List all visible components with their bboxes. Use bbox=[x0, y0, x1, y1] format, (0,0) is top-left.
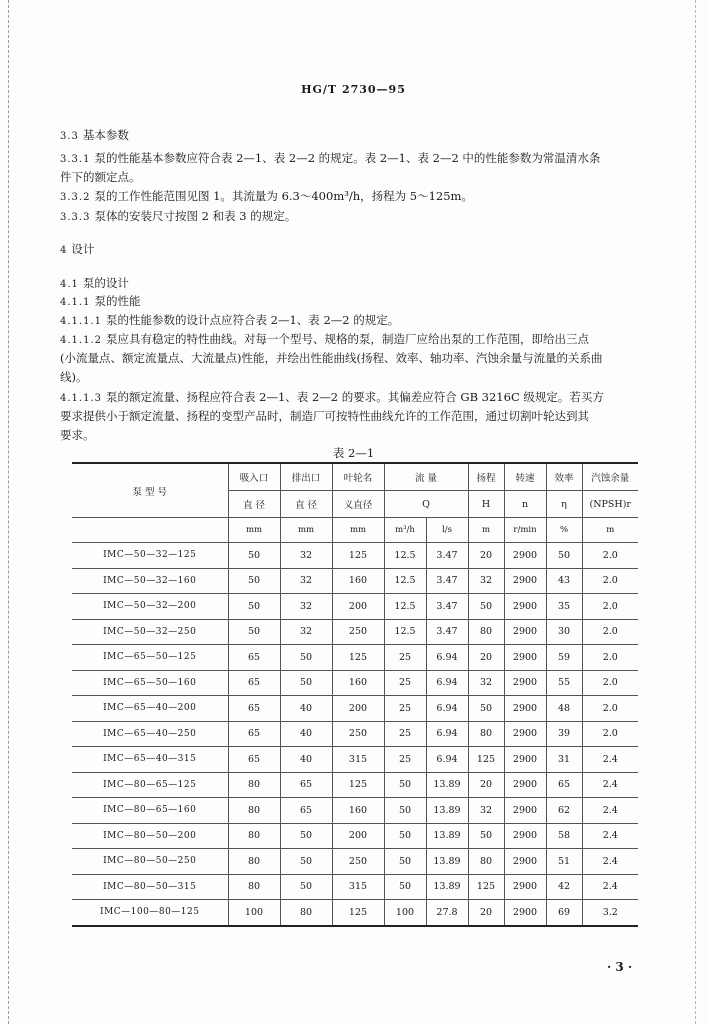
table-cell: 32 bbox=[280, 543, 332, 569]
table-cell: 50 bbox=[384, 798, 426, 824]
table-cell: 125 bbox=[332, 900, 384, 926]
table-row bbox=[72, 823, 638, 849]
table-cell: 32 bbox=[468, 568, 504, 594]
para-3-3-3: 3.3.3 泵体的安装尺寸按图 2 和表 3 的规定。 bbox=[60, 209, 297, 223]
table-cell: 2900 bbox=[504, 670, 546, 696]
table-caption: 表 2—1 bbox=[332, 446, 375, 460]
table-cell: 160 bbox=[332, 798, 384, 824]
table-cell: 125 bbox=[332, 645, 384, 671]
table-cell: 12.5 bbox=[384, 619, 426, 645]
pump-model-cell: IMC—65—40—200 bbox=[72, 696, 228, 722]
table-cell: 50 bbox=[546, 543, 582, 569]
pump-model-cell: IMC—80—65—160 bbox=[72, 798, 228, 824]
table-cell: 40 bbox=[280, 747, 332, 773]
header-row-1 bbox=[72, 463, 638, 491]
pump-spec-table bbox=[72, 462, 638, 927]
table-cell: 160 bbox=[332, 568, 384, 594]
table-cell: 80 bbox=[468, 721, 504, 747]
table-cell: 250 bbox=[332, 721, 384, 747]
pump-model-cell: IMC—50—32—125 bbox=[72, 543, 228, 569]
pump-model-cell: IMC—80—50—200 bbox=[72, 823, 228, 849]
table-cell: 65 bbox=[228, 645, 280, 671]
table-cell: 6.94 bbox=[426, 670, 468, 696]
table-cell: 250 bbox=[332, 619, 384, 645]
table-cell: 40 bbox=[280, 696, 332, 722]
table-cell: 80 bbox=[228, 798, 280, 824]
table-row bbox=[72, 696, 638, 722]
pump-model-cell: IMC—100—80—125 bbox=[72, 900, 228, 926]
table-cell: 20 bbox=[468, 645, 504, 671]
table-cell: 125 bbox=[332, 772, 384, 798]
table-cell: 32 bbox=[468, 670, 504, 696]
units-row bbox=[72, 518, 638, 543]
table-row bbox=[72, 543, 638, 569]
table-cell: 2.0 bbox=[582, 594, 638, 620]
table-cell: 100 bbox=[228, 900, 280, 926]
table-cell: 2.0 bbox=[582, 670, 638, 696]
para-3-3-1-cont: 件下的额定点。 bbox=[60, 170, 141, 184]
table-cell: 50 bbox=[280, 670, 332, 696]
table-row bbox=[72, 645, 638, 671]
pump-model-cell: IMC—65—50—125 bbox=[72, 645, 228, 671]
para-4-1-1-3: 4.1.1.3 泵的额定流量、扬程应符合表 2—1、表 2—2 的要求。其偏差应符合 GB 3216C 级规定。若买方 bbox=[60, 390, 604, 404]
para-4-1-1-2-cont2: 线)。 bbox=[60, 370, 88, 384]
table-cell: 2900 bbox=[504, 747, 546, 773]
para-4-1-1-2-cont1: (小流量点、额定流量点、大流量点)性能，并绘出性能曲线(扬程、效率、轴功率、汽蚀余量与流量的关系曲 bbox=[60, 351, 603, 365]
table-cell: 42 bbox=[546, 874, 582, 900]
table-cell: 65 bbox=[280, 798, 332, 824]
table-cell: 2.4 bbox=[582, 772, 638, 798]
table-cell: 2900 bbox=[504, 543, 546, 569]
table-cell: 27.8 bbox=[426, 900, 468, 926]
pump-model-cell: IMC—50—32—200 bbox=[72, 594, 228, 620]
table-cell: 2900 bbox=[504, 645, 546, 671]
page-number: · 3 · bbox=[607, 960, 633, 974]
table-cell: 25 bbox=[384, 696, 426, 722]
eff-header-1: 效率 bbox=[546, 463, 582, 491]
outlet-header-1: 排出口 bbox=[280, 463, 332, 491]
pump-model-cell: IMC—50—32—250 bbox=[72, 619, 228, 645]
pump-model-cell: IMC—80—50—250 bbox=[72, 849, 228, 875]
table-cell: 80 bbox=[468, 619, 504, 645]
impeller-header-2: 义直径 bbox=[332, 491, 384, 518]
table-cell: 51 bbox=[546, 849, 582, 875]
table-cell: 2.0 bbox=[582, 645, 638, 671]
table-cell: 200 bbox=[332, 823, 384, 849]
table-cell: 3.2 bbox=[582, 900, 638, 926]
unit-cell: l/s bbox=[426, 518, 468, 543]
table-cell: 48 bbox=[546, 696, 582, 722]
table-cell: 2900 bbox=[504, 696, 546, 722]
table-cell: 2900 bbox=[504, 721, 546, 747]
head-header-1: 扬程 bbox=[468, 463, 504, 491]
outlet-header-2: 直 径 bbox=[280, 491, 332, 518]
table-cell: 32 bbox=[280, 568, 332, 594]
table-cell: 59 bbox=[546, 645, 582, 671]
table-cell: 50 bbox=[280, 849, 332, 875]
table-cell: 2900 bbox=[504, 594, 546, 620]
unit-cell: mm bbox=[332, 518, 384, 543]
pump-model-cell: IMC—65—50—160 bbox=[72, 670, 228, 696]
table-cell: 50 bbox=[228, 568, 280, 594]
table-cell: 69 bbox=[546, 900, 582, 926]
table-cell: 58 bbox=[546, 823, 582, 849]
table-cell: 25 bbox=[384, 645, 426, 671]
table-cell: 50 bbox=[384, 772, 426, 798]
table-cell: 80 bbox=[280, 900, 332, 926]
table-cell: 32 bbox=[280, 619, 332, 645]
table-cell: 50 bbox=[228, 594, 280, 620]
table-cell: 2.0 bbox=[582, 696, 638, 722]
unit-cell: mm bbox=[280, 518, 332, 543]
table-cell: 3.47 bbox=[426, 619, 468, 645]
table-cell: 80 bbox=[228, 849, 280, 875]
table-cell: 2.0 bbox=[582, 619, 638, 645]
table-row bbox=[72, 772, 638, 798]
table-cell: 50 bbox=[468, 594, 504, 620]
table-cell: 3.47 bbox=[426, 568, 468, 594]
table-cell: 20 bbox=[468, 772, 504, 798]
table-cell: 80 bbox=[228, 823, 280, 849]
table-row bbox=[72, 849, 638, 875]
table-cell: 50 bbox=[280, 874, 332, 900]
unit-cell: m bbox=[468, 518, 504, 543]
para-4-1-1-2: 4.1.1.2 泵应具有稳定的特性曲线。对每一个型号、规格的泵，制造厂应给出泵的工作范围，即给出三点 bbox=[60, 332, 589, 346]
table-cell: 50 bbox=[228, 619, 280, 645]
table-cell: 32 bbox=[468, 798, 504, 824]
table-cell: 43 bbox=[546, 568, 582, 594]
table-cell: 2.4 bbox=[582, 798, 638, 824]
flow-header-1: 流 量 bbox=[384, 463, 468, 491]
table-cell: 50 bbox=[280, 645, 332, 671]
table-body bbox=[72, 543, 638, 926]
table-row bbox=[72, 747, 638, 773]
table-row bbox=[72, 568, 638, 594]
table-cell: 100 bbox=[384, 900, 426, 926]
table-cell: 2.0 bbox=[582, 568, 638, 594]
table-cell: 125 bbox=[468, 747, 504, 773]
para-4-1-1-3-cont2: 要求。 bbox=[60, 428, 95, 442]
page-header: HG/T 2730—95 bbox=[301, 83, 406, 96]
table-cell: 50 bbox=[384, 849, 426, 875]
table-cell: 6.94 bbox=[426, 645, 468, 671]
section-4-1-1: 4.1.1 泵的性能 bbox=[60, 294, 141, 308]
table-cell: 2.4 bbox=[582, 849, 638, 875]
table-cell: 2900 bbox=[504, 823, 546, 849]
inlet-header-1: 吸入口 bbox=[228, 463, 280, 491]
para-3-3-2: 3.3.2 泵的工作性能范围见图 1。其流量为 6.3～400m³/h，扬程为 5～125m。 bbox=[60, 189, 473, 203]
table-cell: 3.47 bbox=[426, 543, 468, 569]
unit-cell: mm bbox=[228, 518, 280, 543]
table-cell: 12.5 bbox=[384, 543, 426, 569]
table-cell: 50 bbox=[468, 696, 504, 722]
table-cell: 50 bbox=[384, 823, 426, 849]
table-cell: 2900 bbox=[504, 772, 546, 798]
table-cell: 2.4 bbox=[582, 747, 638, 773]
table-cell: 2900 bbox=[504, 798, 546, 824]
table-cell: 30 bbox=[546, 619, 582, 645]
pump-model-cell: IMC—50—32—160 bbox=[72, 568, 228, 594]
table-cell: 125 bbox=[468, 874, 504, 900]
table-cell: 65 bbox=[280, 772, 332, 798]
table-cell: 20 bbox=[468, 543, 504, 569]
table-cell: 50 bbox=[468, 823, 504, 849]
table-cell: 12.5 bbox=[384, 594, 426, 620]
table-cell: 13.89 bbox=[426, 823, 468, 849]
para-4-1-1-3-cont1: 要求提供小于额定流量、扬程的变型产品时，制造厂可按特性曲线允许的工作范围，通过切割叶轮达到其 bbox=[60, 409, 589, 423]
units-spacer bbox=[72, 518, 228, 543]
table-cell: 25 bbox=[384, 670, 426, 696]
table-cell: 2.4 bbox=[582, 874, 638, 900]
flow-header-2: Q bbox=[384, 491, 468, 518]
table-cell: 315 bbox=[332, 874, 384, 900]
pump-model-cell: IMC—65—40—315 bbox=[72, 747, 228, 773]
table-cell: 160 bbox=[332, 670, 384, 696]
table-cell: 13.89 bbox=[426, 798, 468, 824]
table-cell: 55 bbox=[546, 670, 582, 696]
table-cell: 6.94 bbox=[426, 696, 468, 722]
table-cell: 40 bbox=[280, 721, 332, 747]
para-3-3-1: 3.3.1 泵的性能基本参数应符合表 2—1、表 2—2 的规定。表 2—1、表 2—2 中的性能参数为常温清水条 bbox=[60, 151, 601, 165]
table-cell: 31 bbox=[546, 747, 582, 773]
eff-header-2: η bbox=[546, 491, 582, 518]
table-cell: 6.94 bbox=[426, 747, 468, 773]
table-cell: 65 bbox=[228, 696, 280, 722]
table-cell: 3.47 bbox=[426, 594, 468, 620]
pump-model-cell: IMC—80—50—315 bbox=[72, 874, 228, 900]
npsh-header-2: (NPSH)r bbox=[582, 491, 638, 518]
speed-header-2: n bbox=[504, 491, 546, 518]
head-header-2: H bbox=[468, 491, 504, 518]
table-cell: 65 bbox=[546, 772, 582, 798]
scan-edge-left bbox=[8, 0, 9, 1024]
table-cell: 200 bbox=[332, 696, 384, 722]
table-cell: 2900 bbox=[504, 568, 546, 594]
unit-cell: % bbox=[546, 518, 582, 543]
unit-cell: r/min bbox=[504, 518, 546, 543]
table-cell: 125 bbox=[332, 543, 384, 569]
inlet-header-2: 直 径 bbox=[228, 491, 280, 518]
table-cell: 13.89 bbox=[426, 849, 468, 875]
table-cell: 50 bbox=[228, 543, 280, 569]
speed-header-1: 转速 bbox=[504, 463, 546, 491]
table-cell: 62 bbox=[546, 798, 582, 824]
pump-model-cell: IMC—65—40—250 bbox=[72, 721, 228, 747]
table-row bbox=[72, 874, 638, 900]
table-row bbox=[72, 900, 638, 926]
table-cell: 50 bbox=[280, 823, 332, 849]
table-cell: 80 bbox=[468, 849, 504, 875]
table-cell: 12.5 bbox=[384, 568, 426, 594]
table-cell: 6.94 bbox=[426, 721, 468, 747]
table-cell: 315 bbox=[332, 747, 384, 773]
table-cell: 2900 bbox=[504, 619, 546, 645]
table-cell: 65 bbox=[228, 721, 280, 747]
table-cell: 2900 bbox=[504, 900, 546, 926]
table-cell: 65 bbox=[228, 747, 280, 773]
table-cell: 2900 bbox=[504, 874, 546, 900]
table-cell: 25 bbox=[384, 721, 426, 747]
table-cell: 20 bbox=[468, 900, 504, 926]
para-4-1-1-1: 4.1.1.1 泵的性能参数的设计点应符合表 2—1、表 2—2 的规定。 bbox=[60, 313, 400, 327]
table-row bbox=[72, 619, 638, 645]
npsh-header-1: 汽蚀余量 bbox=[582, 463, 638, 491]
table-cell: 80 bbox=[228, 874, 280, 900]
table-cell: 80 bbox=[228, 772, 280, 798]
table-cell: 2.4 bbox=[582, 823, 638, 849]
table-cell: 65 bbox=[228, 670, 280, 696]
table-cell: 13.89 bbox=[426, 874, 468, 900]
table-cell: 250 bbox=[332, 849, 384, 875]
table-cell: 13.89 bbox=[426, 772, 468, 798]
table-cell: 200 bbox=[332, 594, 384, 620]
section-4: 4 设计 bbox=[60, 242, 95, 256]
section-4-1: 4.1 泵的设计 bbox=[60, 276, 129, 290]
model-header: 泵 型 号 bbox=[72, 463, 228, 518]
table-cell: 2.0 bbox=[582, 543, 638, 569]
pump-model-cell: IMC—80—65—125 bbox=[72, 772, 228, 798]
table-cell: 25 bbox=[384, 747, 426, 773]
table-cell: 2.0 bbox=[582, 721, 638, 747]
table-cell: 2900 bbox=[504, 849, 546, 875]
unit-cell: m bbox=[582, 518, 638, 543]
table-row bbox=[72, 721, 638, 747]
table-row bbox=[72, 670, 638, 696]
table-cell: 35 bbox=[546, 594, 582, 620]
unit-cell: m³/h bbox=[384, 518, 426, 543]
section-3-3: 3.3 基本参数 bbox=[60, 128, 129, 142]
table-row bbox=[72, 798, 638, 824]
table-row bbox=[72, 594, 638, 620]
table-cell: 50 bbox=[384, 874, 426, 900]
scan-edge-right bbox=[695, 0, 696, 1024]
impeller-header-1: 叶轮名 bbox=[332, 463, 384, 491]
table-cell: 32 bbox=[280, 594, 332, 620]
table-cell: 39 bbox=[546, 721, 582, 747]
